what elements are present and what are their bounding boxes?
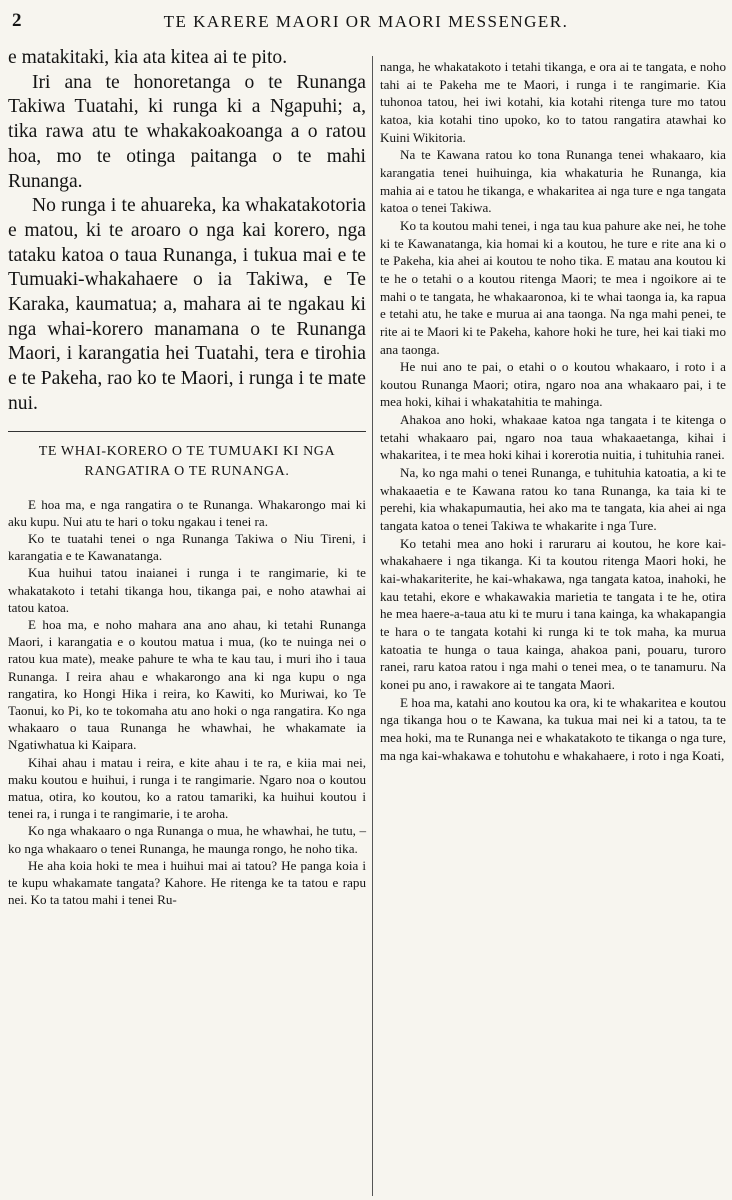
page-number: 2 xyxy=(12,10,22,31)
paragraph: Ahakoa ano hoki, whakaae katoa nga tangata i te kitenga o tetahi whakaaro pai, ngaro noa taua whakaaetanga, kihai i whakaritea, i te mea hoki kihai i korerotia nuitia, i tuhituhia ranei. xyxy=(380,412,726,463)
section-heading: TE WHAI-KORERO O TE TUMUAKI KI NGA RANGATIRA O TE RUNANGA. xyxy=(38,443,336,479)
paragraph: Na te Kawana ratou ko tona Runanga tenei whakaaro, kia karangatia tenei huihuinga, kia whakaturia he Runanga, kia mahia ai e tatou he tikanga, e whakaritea ai nga ture e nga tangata katoa o tenei Takiwa. xyxy=(380,147,726,216)
paragraph: Kua huihui tatou inaianei i runga i te rangimarie, ki te whakatakoto i tetahi tikanga hou, tikanga pai, e noho atawhai ai tatou katoa. xyxy=(8,565,366,615)
paragraph: E hoa ma, e nga rangatira o te Runanga. Whakarongo mai ki aku kupu. Nui atu te hari o toku ngakau i tenei ra. xyxy=(8,496,366,529)
paragraph: He nui ano te pai, o etahi o o koutou whakaaro, i roto i a koutou Runanga Maori; otira, ngaro noa ana whakaaro pai, i te mea hoki, kihai i whakatahitia te mahinga. xyxy=(380,359,726,410)
column-rule xyxy=(372,56,373,1196)
paragraph: Kihai ahau i matau i reira, e kite ahau i te ra, e kiia mai nei, maku koutou e huihui, i runga i te rangimarie. Ngaro noa o koutou matua, otira, ko koutou, ko a ratou tamariki, ka huihui koutou i tenei ra, i runga i te rangimarie, i te aroha. xyxy=(8,754,366,822)
paragraph: No runga i te ahuareka, ka whakatakotoria e matou, ki te aroaro o nga kai korero, nga tataku katoa o taua Runanga, i tukua mai e te Tumuaki-whakahaere o ia Takiwa, e Te Karaka, kaumatua; a, mahara ai te ngakau ki nga whai-korero manamana o te Runanga Maori, i karangatia hei Tuatahi, tera e tirohia e te Pakeha, rao ko te Maori, i runga i te mate nui. xyxy=(8,195,366,414)
page-header xyxy=(0,6,732,36)
running-title: TE KARERE MAORI OR MAORI MESSENGER. xyxy=(163,12,569,31)
intro-text xyxy=(8,46,366,417)
paragraph: E hoa ma, katahi ano koutou ka ora, ki te whakaritea e koutou nga tikanga hou o te Kawana, ka tukua mai nei ki a tatou, ta te mea hoki, ma te Runanga nei e whakatakoto te tikanga o nga ture, ma nga kai-whakawa e tohutohu e whakahaere, i roto i nga Koati, xyxy=(380,694,726,763)
section-divider xyxy=(8,431,366,432)
speech-text xyxy=(8,496,366,909)
paragraph: Ko te tuatahi tenei o nga Runanga Takiwa o Niu Tireni, i karangatia e te Kawanatanga. xyxy=(8,530,366,564)
paragraph: Iri ana te honoretanga o te Runanga Takiwa Tuatahi, ki runga ki a Ngapuhi; a, tika rawa atu te whakakoakoanga a o ratou hoa, mo te otinga paitanga o te mahi Runanga. xyxy=(8,71,366,192)
paragraph: E hoa ma, e noho mahara ana ano ahau, ki tetahi Runanga Maori, i karangatia e o koutou matua i mua, (ko te nuinga nei o ratou kua mate), meake pahure te wha te kau tau, i muri iho i taua Runanga. I reira ahau e whakarongo ana ki nga kupu o nga rangatira, ko Hongi Hika i reira, ko Kawiti, ko Muriwai, ko Te Taonui, ko Pi, ko te tokomaha atu ano hoki o nga rangatira. Ko nga whakaaro o taua Runanga he whawhai, he whakamate ia Ngatiwhatua ki Kaipara. xyxy=(8,616,366,753)
paragraph: Ko nga whakaaro o nga Runanga o mua, he whawhai, he tutu, – ko nga whakaaro o tenei Runanga, he maunga rongo, he noho tika. xyxy=(8,823,366,856)
left-column xyxy=(8,46,366,908)
right-column xyxy=(380,58,726,764)
paragraph: nanga, he whakatakoto i tetahi tikanga, e ora ai te tangata, e noho tahi ai te Pakeha me te Maori, i runga i te rangimarie. Kia tuhonoa tatou, hei iwi kotahi, kia kotahi ritenga ture mo tatou katoa, kia kotahi tino upoko, ko to tatou rangatira atawhai ko Kuini Wikitoria. xyxy=(380,59,726,145)
paragraph: Ko ta koutou mahi tenei, i nga tau kua pahure ake nei, he tohe ki te Kawanatanga, kia homai ki a koutou, he ture e rite ana ki o te Pakeha, kia ahei ai koutou te noho tika. E matau ana koutou ki te he o tetahi o a koutou ritenga Maori; te mea i ngoikore ai te mahi o te tangata, he whakaaronoa, ki te whai taonga ia, ka rapua e tetahi atu, he take e murua ai ana taonga. Na nga mahi penei, te rite ai te Maori ki te Pakeha, kahore hoki he ture, hei kai tiaki mo ana taonga. xyxy=(380,217,726,357)
paragraph: Na, ko nga mahi o tenei Runanga, e tuhituhia katoatia, a ki te whakaaetia e te Kawana ratou ko tana Runanga, ka taia ki te perehi, kia whakapumautia, hei ako ma te tangata, kia ahei ai nga tangata katoa o tenei Takiwa te whakarite i nga Ture. xyxy=(380,465,726,534)
paragraph: Ko tetahi mea ano hoki i raruraru ai koutou, he kore kai-whakahaere i nga tikanga. Ki ta koutou ritenga Maori hoki, he kai-whakariterite, he kai-whakawa, nga tangata katoa, inahoki, he kau tetahi, ekore e whakawakia marietia te tangata i te he, otira he mea haere-a-taua atu ki te muru i tana kainga, ka whakapangia te hara o te tangata kotahi ki runga ki te tok maha, ka murua katoatia te hunga o taua kainga, ahakoa pani, pouaru, turoro ranei, raru katoa ratou i nga mahi o tenei mea, o te tanamuru. Na konei pu ano, i rawakore ai te tangata Maori. xyxy=(380,535,726,692)
paragraph: He aha koia hoki te mea i huihui mai ai tatou? He panga koia i te kupu whakamate tangata? Kahore. He ritenga ke ta tatou e rapu nei. Ko ta tatou mahi i tenei Ru- xyxy=(8,857,366,908)
paragraph: e matakitaki, kia ata kitea ai te pito. xyxy=(8,47,288,68)
